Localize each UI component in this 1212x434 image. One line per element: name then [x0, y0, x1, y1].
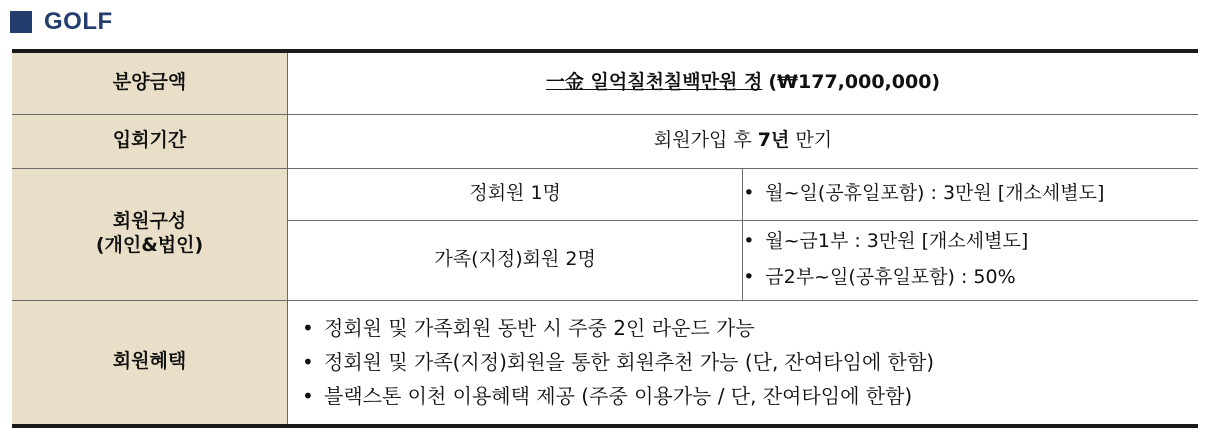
price-value: [288, 51, 1199, 114]
period-suffix: 만기: [789, 129, 833, 152]
bullet-icon: •: [302, 349, 314, 374]
period-row: [12, 114, 1198, 168]
benefit-item: [288, 316, 1198, 341]
benefit-text: 블랙스톤 이천 이용혜택 제공 (주중 이용가능 / 단, 잔여타임에 한함): [324, 383, 913, 408]
regular-fee-text: 월~일(공휴일포함) : 3만원 [개소세별도]: [765, 182, 1105, 205]
family-fee-text: 금2부~일(공휴일포함) : 50%: [765, 266, 1016, 288]
period-value: [288, 114, 1199, 168]
family-fee-text: 월~금1부 : 3만원 [개소세별도]: [765, 230, 1029, 253]
bullet-icon: •: [743, 266, 755, 288]
price-row: [12, 51, 1198, 114]
composition-label: [12, 168, 288, 300]
composition-label-line2: (개인&법인): [95, 234, 204, 256]
benefits-cell: [288, 300, 1199, 426]
family-fees-cell: [743, 220, 1198, 300]
price-amount-numeric: (₩177,000,000): [768, 71, 941, 94]
price-label: 분양금액: [12, 51, 288, 114]
bullet-icon: •: [743, 230, 755, 253]
period-prefix: 회원가입 후: [653, 129, 758, 152]
regular-member-cell: 정회원 1명: [288, 168, 743, 220]
square-bullet-icon: [10, 11, 32, 33]
regular-fees-cell: [743, 168, 1198, 220]
section-title: GOLF: [44, 8, 113, 35]
bullet-icon: •: [743, 182, 755, 205]
family-member-cell: 가족(지정)회원 2명: [288, 220, 743, 300]
composition-label-line1: 회원구성: [112, 210, 187, 233]
family-fee-item: [743, 230, 1198, 254]
benefits-row: [12, 300, 1198, 426]
benefit-item: [288, 384, 1198, 409]
price-amount-korean: 一金 일억칠천칠백만원 정: [545, 71, 763, 94]
bullet-icon: •: [302, 383, 314, 408]
benefit-text: 정회원 및 가족회원 동반 시 주중 2인 라운드 가능: [324, 315, 755, 340]
bullet-icon: •: [302, 315, 314, 340]
regular-fee-item: [743, 182, 1198, 206]
composition-row-regular: [12, 168, 1198, 220]
benefits-label: 회원혜택: [12, 300, 288, 426]
section-header: [10, 6, 113, 38]
membership-table: [12, 49, 1198, 428]
benefit-item: [288, 350, 1198, 375]
period-years: 7년: [757, 129, 790, 152]
period-label: 입회기간: [12, 114, 288, 168]
family-fee-item: [743, 266, 1198, 290]
benefit-text: 정회원 및 가족(지정)회원을 통한 회원추천 가능 (단, 잔여타임에 한함): [324, 349, 935, 374]
